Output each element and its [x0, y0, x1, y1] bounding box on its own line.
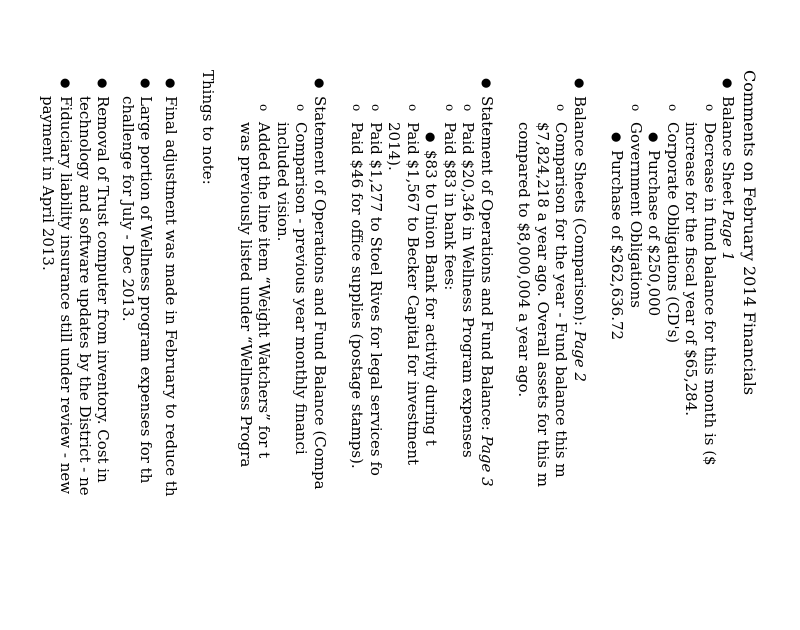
operations-heading [478, 70, 497, 630]
filled-bullet-icon: ● [610, 132, 625, 143]
item-text: Paid $20,346 in Wellness Program expenses [459, 122, 478, 458]
note-item [94, 70, 113, 630]
list-item [552, 70, 571, 630]
filled-bullet-icon: ● [164, 78, 178, 89]
item-text: Paid $1,277 to Stoel Rives for legal services fo [367, 122, 385, 476]
item-text: compared to $8,000,004 a year ago. [515, 122, 534, 398]
item-text: Large portion of Wellness program expenses for th [137, 96, 156, 484]
item-text: $7,824,218 a year ago. Overall assets for this m [534, 122, 552, 487]
filled-bullet-icon: ● [96, 78, 111, 89]
note-item [137, 70, 156, 630]
item-text: technology and software updates by the District - ne [76, 96, 94, 496]
list-item [255, 70, 274, 630]
item-text: Comparison - previous year monthly financi [292, 122, 311, 455]
list-item [664, 70, 683, 630]
hollow-bullet-icon: o [461, 104, 476, 112]
note-item-continuation [119, 70, 138, 630]
operations-comparison-heading [311, 70, 330, 630]
item-text: payment in April 2013. [39, 96, 57, 271]
hollow-bullet-icon: o [629, 104, 643, 112]
list-item [627, 70, 646, 630]
hollow-bullet-icon: o [257, 104, 272, 112]
list-item-continuation [274, 70, 293, 630]
list-item [367, 70, 386, 630]
filled-bullet-icon: ● [59, 78, 74, 89]
heading-label: Statement of Operations and Fund Balance (Compa [311, 96, 329, 490]
item-text: Removal of Trust computer from inventory. Cost in [94, 96, 113, 483]
item-text: Paid $1,567 to Becker Capital for investment [404, 122, 422, 466]
item-text: $83 to Union Bank for activity during t [422, 150, 441, 446]
list-item [459, 70, 478, 630]
note-item-continuation [76, 70, 95, 630]
item-text: Purchase of $262,636.72 [608, 150, 627, 341]
item-text: Fiduciary liability insurance still under review - new [57, 96, 76, 495]
filled-bullet-icon: ● [647, 132, 662, 143]
list-item-continuation [385, 70, 404, 630]
heading-label: Balance Sheets (Comparison): [571, 96, 589, 326]
balance-sheets-comparison-heading [571, 70, 590, 630]
item-text: challenge for July - Dec 2013. [119, 96, 137, 322]
filled-bullet-icon: ● [721, 78, 736, 89]
filled-bullet-icon: ● [573, 78, 587, 89]
list-item [645, 70, 664, 630]
page-reference: Page 1 [719, 209, 738, 262]
item-text: Added the line item “Weight Watchers” for t [255, 122, 274, 459]
list-item [422, 70, 441, 630]
hollow-bullet-icon: o [443, 104, 457, 112]
hollow-bullet-icon: o [406, 104, 420, 112]
item-text: 2014). [385, 122, 404, 171]
item-text: Corporate Obligations (CD's) [664, 122, 682, 344]
item-text: increase for the fiscal year of $65,284. [682, 122, 701, 417]
hollow-bullet-icon: o [703, 104, 717, 112]
hollow-bullet-icon: o [369, 104, 383, 112]
item-text: Decrease in fund balance for this month is ($ [701, 122, 719, 466]
item-text: Comparison for the year - Fund balance this m [552, 122, 571, 478]
page-reference: Page 2 [571, 330, 589, 382]
filled-bullet-icon: ● [139, 78, 154, 89]
hollow-bullet-icon: o [294, 104, 309, 112]
note-item-continuation [39, 70, 58, 630]
filled-bullet-icon: ● [480, 78, 494, 89]
list-item-continuation [682, 70, 701, 630]
hollow-bullet-icon: o [350, 104, 365, 112]
note-item [162, 70, 181, 630]
page-title: Comments on February 2014 Financials [740, 70, 759, 396]
item-text: Paid $83 in bank fees: [441, 122, 459, 291]
list-item [608, 70, 627, 630]
heading-label: Balance Sheet [719, 96, 738, 206]
item-text: included vision. [274, 122, 292, 242]
list-item [701, 70, 720, 630]
filled-bullet-icon: ● [313, 78, 327, 89]
list-item [292, 70, 311, 630]
rotated-document-page [39, 70, 759, 630]
list-item-continuation [515, 70, 534, 630]
note-item [57, 70, 76, 630]
list-item [404, 70, 423, 630]
list-item-continuation [534, 70, 553, 630]
things-to-note-heading: Things to note: [199, 70, 218, 185]
list-item [348, 70, 367, 630]
item-text: Paid $46 for office supplies (postage stamps). [348, 122, 367, 469]
item-text: was previously listed under “Wellness Progra [237, 122, 255, 468]
list-item [441, 70, 460, 630]
hollow-bullet-icon: o [554, 104, 569, 112]
item-text: Purchase of $250,000 [645, 150, 664, 317]
filled-bullet-icon: ● [424, 132, 439, 143]
hollow-bullet-icon: o [666, 104, 680, 112]
heading-label: Statement of Operations and Fund Balance: [478, 96, 496, 431]
list-item-continuation [237, 70, 256, 630]
item-text: Government Obligations [627, 122, 645, 309]
item-text: Final adjustment was made in February to reduce th [162, 96, 180, 497]
balance-sheet-heading [719, 70, 738, 630]
page-reference: Page 3 [478, 435, 496, 487]
